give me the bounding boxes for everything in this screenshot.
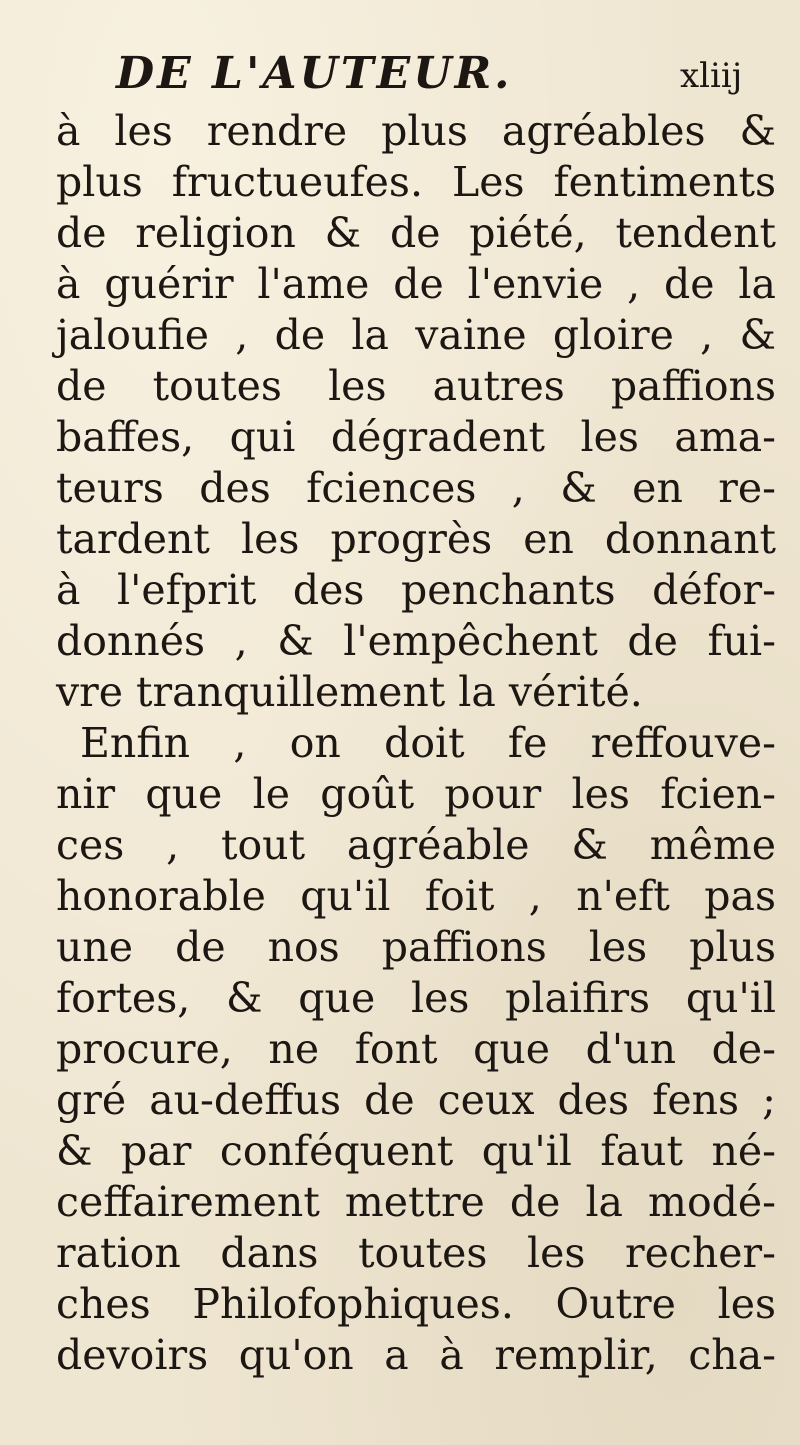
text-line: & par conféquent qu'il faut né-	[56, 1127, 776, 1175]
text-line: jaloufie , de la vaine gloire , &	[56, 311, 776, 359]
text-line: à guérir l'ame de l'envie , de la	[56, 260, 776, 308]
running-head	[0, 44, 800, 104]
text-line: vre tranquillement la vérité.	[56, 668, 643, 716]
text-line: à l'efprit des penchants défor-	[56, 566, 776, 614]
text-line: teurs des fciences , & en re-	[56, 464, 776, 512]
text-line: procure, ne font que d'un de-	[56, 1025, 776, 1073]
body-text	[56, 106, 776, 1381]
text-line: donnés , & l'empêchent de fui-	[56, 617, 776, 665]
text-line: nir que le goût pour les fcien-	[56, 770, 776, 818]
text-line: de religion & de piété, tendent	[56, 209, 776, 257]
running-title: DE L'AUTEUR.	[116, 48, 513, 99]
text-line: ces , tout agréable & même	[56, 821, 776, 869]
text-line: une de nos paffions les plus	[56, 923, 776, 971]
text-line: gré au-deffus de ceux des fens ;	[56, 1076, 776, 1124]
text-line: baffes, qui dégradent les ama-	[56, 413, 776, 461]
text-line: plus fructueufes. Les fentiments	[56, 158, 776, 206]
text-line: ceffairement mettre de la modé-	[56, 1178, 776, 1226]
text-line: à les rendre plus agréables &	[56, 107, 776, 155]
text-line: devoirs qu'on a à remplir, cha-	[56, 1331, 776, 1379]
text-line: tardent les progrès en donnant	[56, 515, 776, 563]
text-line: de toutes les autres paffions	[56, 362, 776, 410]
text-line: fortes, & que les plaifirs qu'il	[56, 974, 776, 1022]
text-line: honorable qu'il foit , n'eft pas	[56, 872, 776, 920]
text-line: ches Philofophiques. Outre les	[56, 1280, 776, 1328]
paragraph-start-line: Enfin , on doit fe reffouve-	[80, 719, 776, 767]
page-number: xliij	[680, 56, 743, 96]
text-line: ration dans toutes les recher-	[56, 1229, 776, 1277]
